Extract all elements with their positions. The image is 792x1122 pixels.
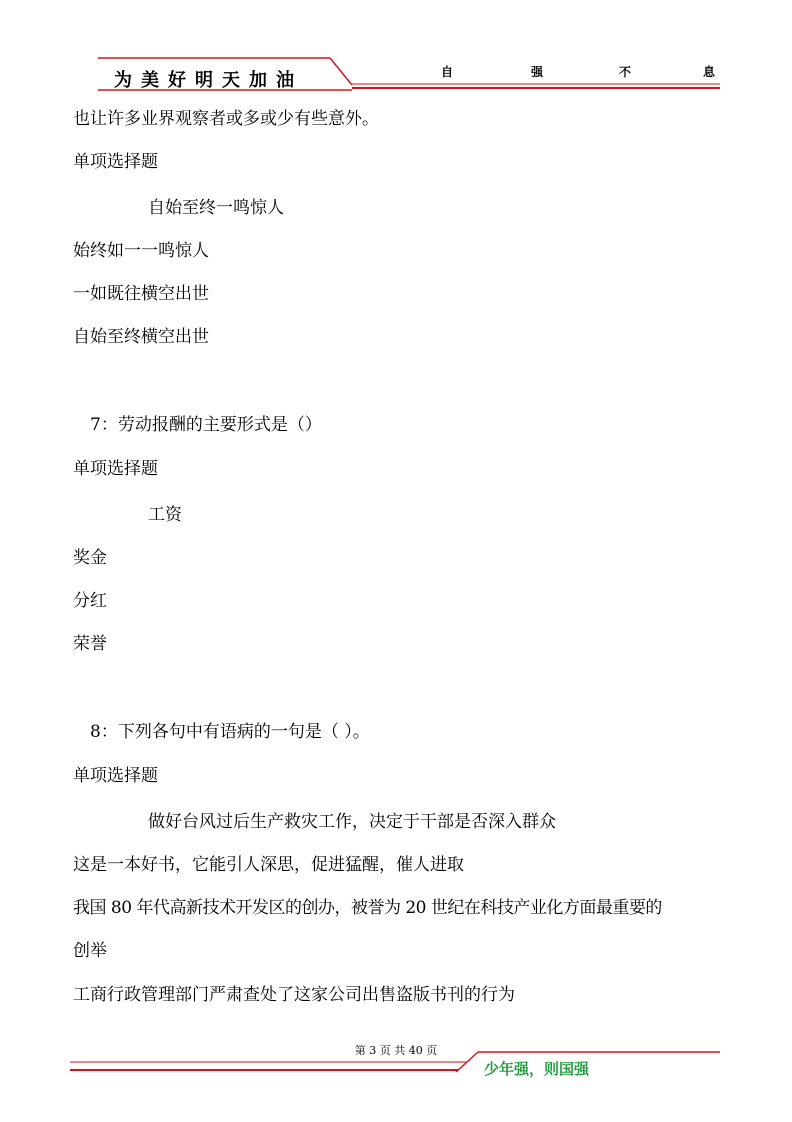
answer-option-continued: 创举 [73,941,107,961]
answer-option: 分红 [73,591,107,611]
question-7: 7：劳动报酬的主要形式是（） [90,415,322,435]
header-motto-char: 不 [619,65,632,79]
footer-slogan: 少年强，则国强 [484,1060,590,1078]
header-slogan: 为美好明天加油 [114,70,303,91]
answer-option: 做好台风过后生产救灾工作，决定于干部是否深入群众 [148,812,556,832]
header-rule-slant [330,58,352,85]
answer-option: 工商行政管理部门严肃查处了这家公司出售盗版书刊的行为 [73,985,515,1005]
question-type-label: 单项选择题 [73,459,158,479]
answer-option: 一如既往横空出世 [73,284,209,304]
question-type-label: 单项选择题 [73,766,158,786]
answer-option: 始终如一一鸣惊人 [73,241,209,261]
header-motto-char: 强 [531,65,544,79]
answer-option: 自始至终一鸣惊人 [148,198,284,218]
header-motto-char: 息 [703,65,716,79]
question-8: 8：下列各句中有语病的一句是（ ）。 [90,722,370,742]
question-type-label: 单项选择题 [73,152,158,172]
answer-option: 荣誉 [73,634,107,654]
header-motto-char: 自 [441,65,454,79]
answer-option: 工资 [148,505,182,525]
page-number: 第 3 页 共 40 页 [354,1044,438,1057]
answer-option: 自始至终横空出世 [73,327,209,347]
answer-option: 奖金 [73,548,107,568]
answer-option: 这是一本好书，它能引人深思，促进猛醒，催人进取 [73,855,464,875]
answer-option: 我国 80 年代高新技术开发区的创办，被誉为 20 世纪在科技产业化方面最重要的 [73,898,662,918]
question-6-tail: 也让许多业界观察者或多或少有些意外。 [73,109,379,129]
